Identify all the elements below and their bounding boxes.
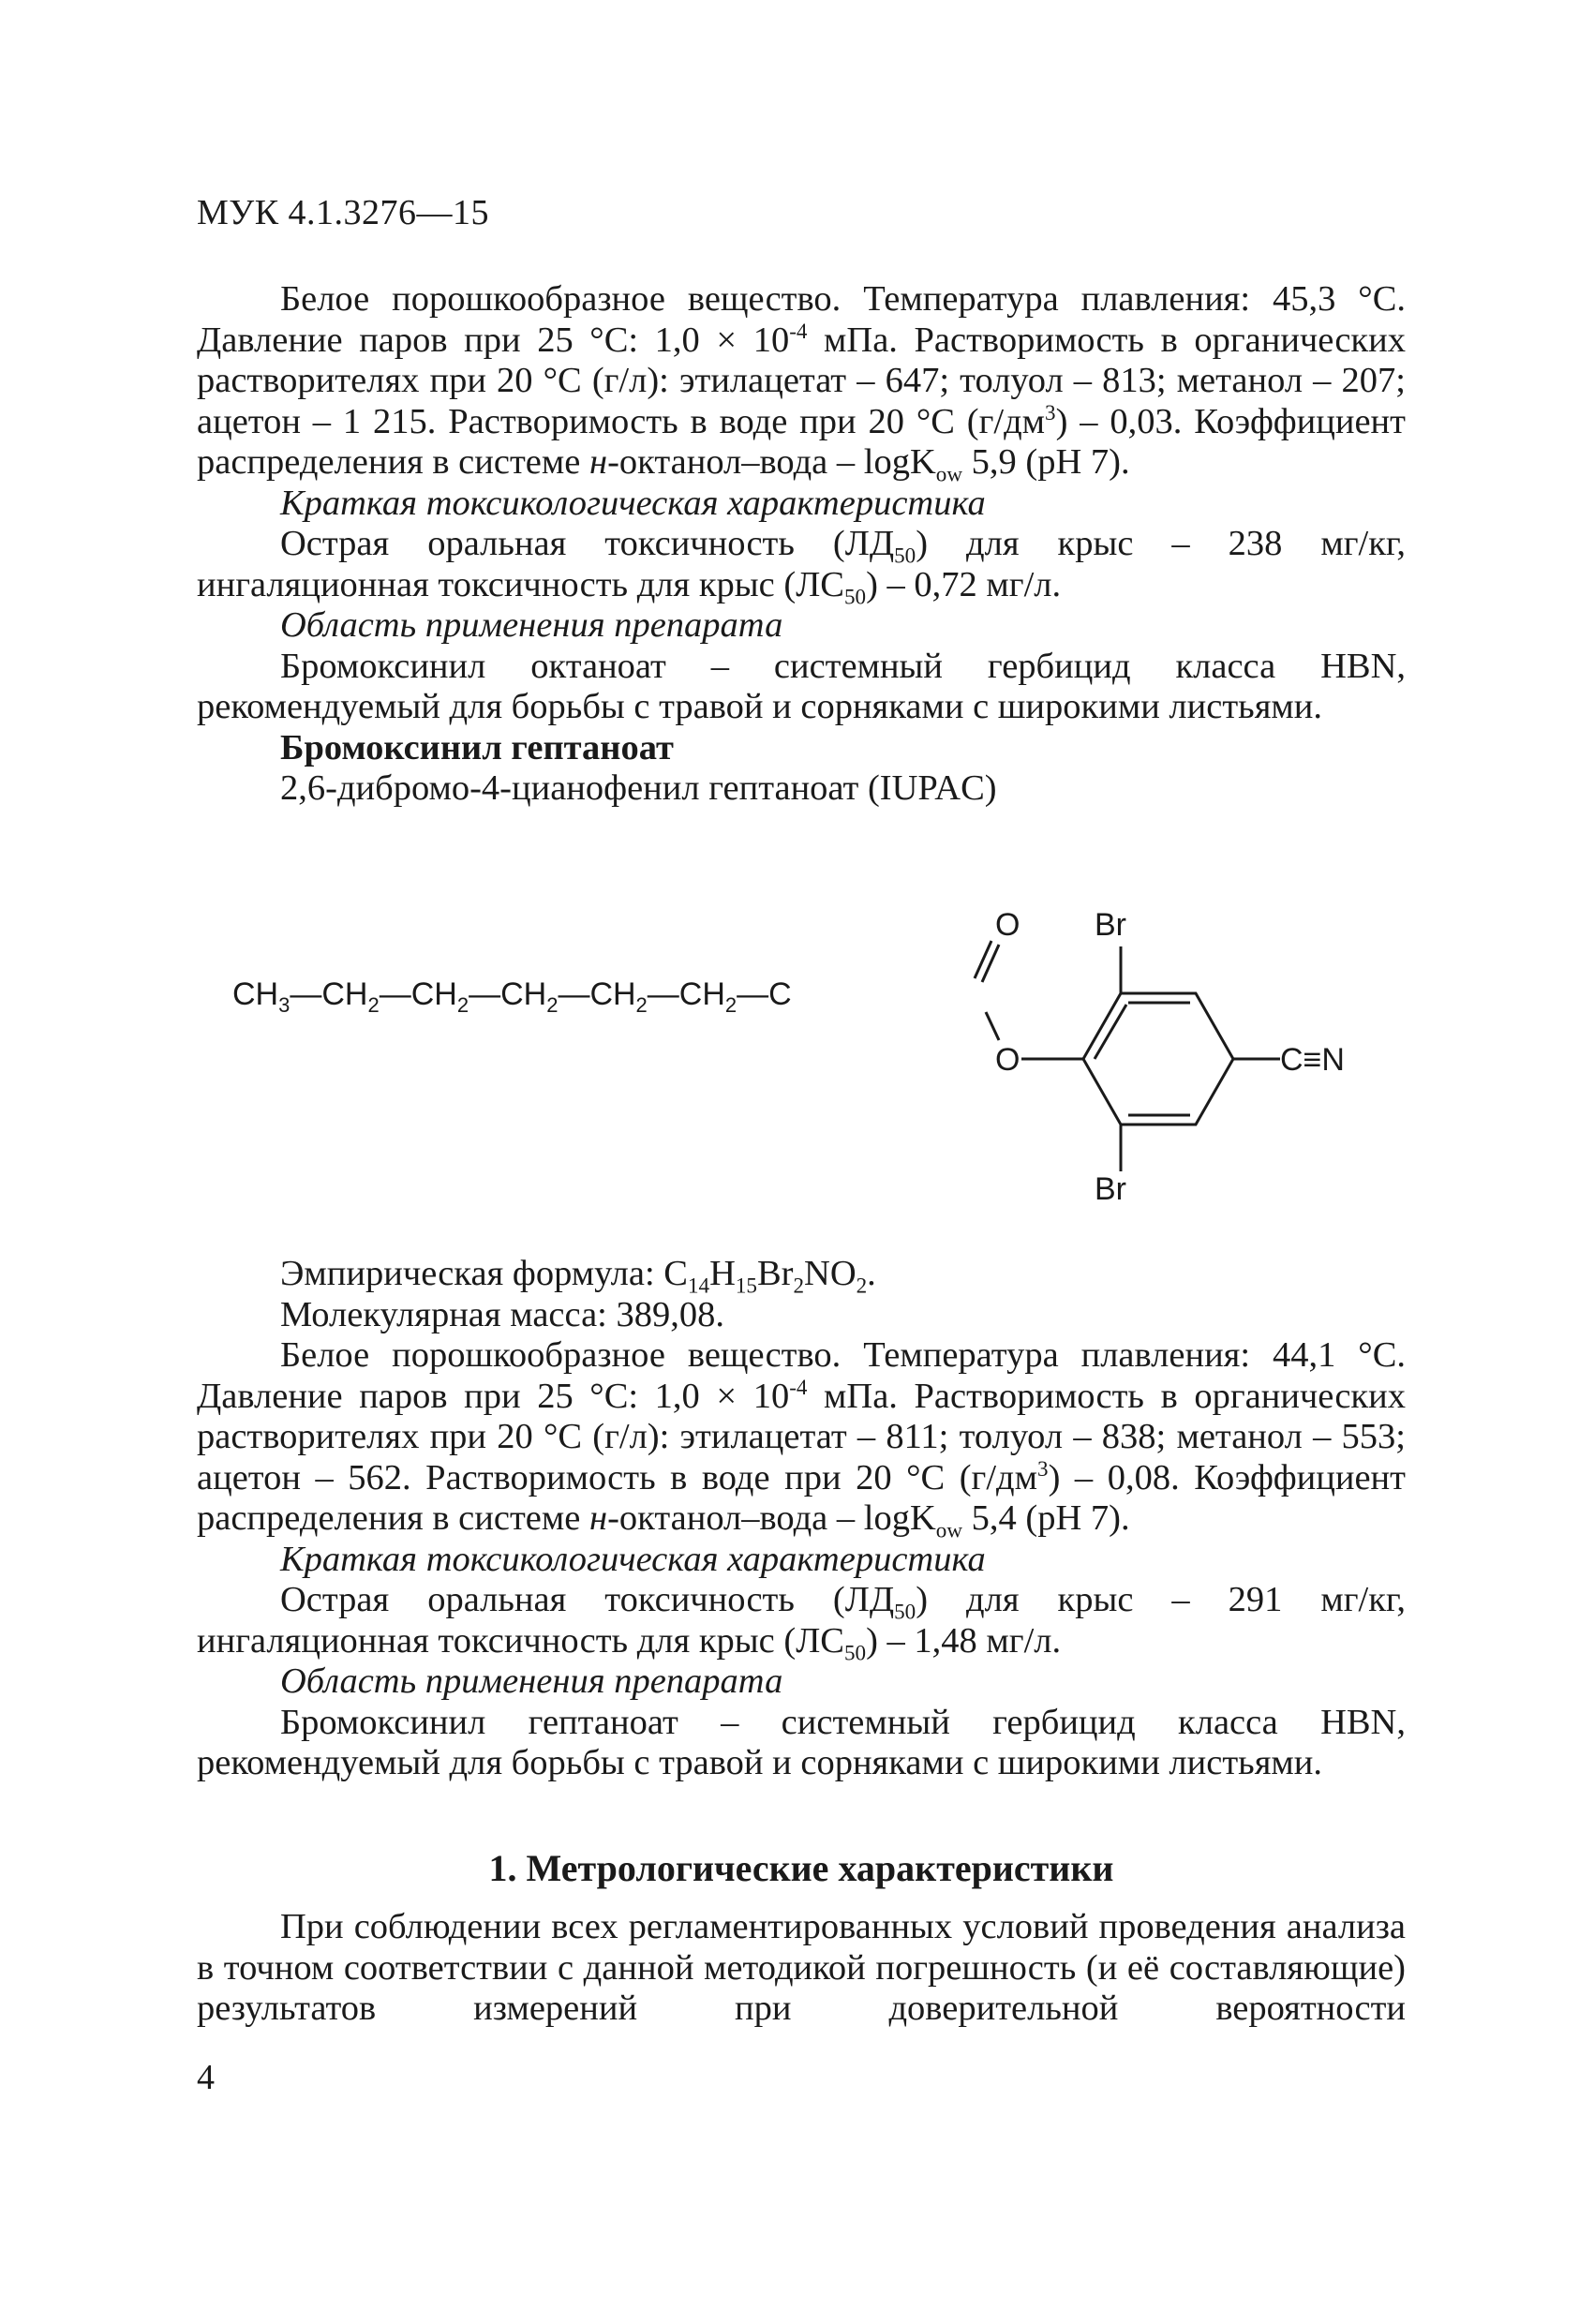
text-run: ) для крыс – 238 мг/кг, ингаляционная токсичность для крыс (ЛС [197, 524, 1406, 604]
superscript: 3 [1045, 399, 1056, 425]
text-run: мПа. Растворимость в органических растворителях при 20 °С (г/л): этилацетат – 647; толуол – 813; метанол – 207; ацетон – 1 215. Растворимость в воде при 20 °С (г/дм [197, 320, 1406, 441]
properties-paragraph-1 [197, 279, 1406, 484]
text-run: 5,9 (pH 7). [962, 442, 1130, 482]
use-heading-2: Область применения препарата [280, 1661, 783, 1701]
text-run: Br [756, 1254, 794, 1293]
subscript: 50 [844, 1640, 867, 1665]
text-run: Острая оральная токсичность (ЛД [280, 524, 895, 563]
carbonyl-oxygen: O [995, 907, 1020, 943]
subscript: 50 [894, 543, 916, 568]
text-run: мПа. Растворимость в органических растворителях при 20 °С (г/л): этилацетат – 811; толуол – 838; метанол – 553; ацетон – 562. Растворимость в воде при 20 °С (г/дм [197, 1376, 1406, 1497]
subscript: 14 [687, 1273, 710, 1298]
text-run: H [709, 1254, 736, 1293]
text-run: 5,4 (pH 7). [962, 1498, 1130, 1538]
tox-heading-2: Краткая токсикологическая характеристика [280, 1539, 986, 1579]
tox-paragraph-1 [197, 524, 1406, 609]
italic-run: н [588, 1498, 608, 1538]
block2 [197, 1254, 1406, 1784]
compound-name: Бромоксинил гептаноат [280, 727, 674, 767]
text-run: Белое порошкообразное вещество. Температура плавления: 45,3 °С. Давление паров при 25 °С: 1,0 × 10 [197, 279, 1406, 360]
text-run: ) – 0,03. Коэффициент распределения в системе [197, 401, 1406, 482]
chain-formula: $CH_3—CH_2—CH_2—CH_2—CH_2—CH_2—C$ [232, 976, 792, 1017]
section1-body [197, 1907, 1406, 2030]
superscript: -4 [789, 1374, 808, 1399]
bromine-top: Br [1095, 907, 1126, 943]
document-header: МУК 4.1.3276—15 [197, 193, 490, 232]
iupac-name: 2,6-дибромо-4-цианофенил гептаноат (IUPAC) [280, 768, 997, 808]
text-run: ) – 0,72 мг/л. [866, 564, 1062, 604]
use-paragraph-2: Бромоксинил гептаноат – системный гербицид класса HBN, рекомендуемый для борьбы с травой и сорняками с широкими листьями. [197, 1702, 1406, 1782]
italic-run: н [588, 442, 608, 482]
section-title: 1. Метрологические характеристики [488, 1847, 1114, 1889]
text-run: NO [804, 1254, 857, 1293]
block1 [197, 279, 1406, 810]
bromine-bottom: Br [1095, 1171, 1126, 1199]
superscript: 3 [1037, 1455, 1049, 1481]
page-number: 4 [197, 2058, 215, 2097]
carbonyl-bond-2 [975, 941, 991, 978]
empirical-formula [280, 1254, 1406, 1298]
text-run: Острая оральная токсичность (ЛД [280, 1580, 895, 1619]
molecular-mass: Молекулярная масса: 389,08. [280, 1294, 724, 1334]
benzene-ring [1083, 993, 1233, 1125]
ester-bond [986, 1012, 999, 1040]
subscript: ow [935, 1517, 962, 1542]
superscript: -4 [789, 318, 808, 343]
nitrile-group: C≡N [1280, 1042, 1345, 1078]
text-run: ) для крыс – 291 мг/кг, ингаляционная токсичность для крыс (ЛС [197, 1580, 1406, 1661]
text-run: Белое порошкообразное вещество. Температура плавления: 44,1 °С. Давление паров при 25 °С: 1,0 × 10 [197, 1335, 1406, 1416]
subscript: 2 [856, 1273, 868, 1298]
tox-paragraph-2 [197, 1580, 1406, 1665]
use-heading-1: Область применения препарата [280, 605, 783, 645]
structural-formula [225, 890, 1443, 1199]
text-run: -октанол–вода – logK [607, 1498, 936, 1538]
subscript: 2 [793, 1273, 805, 1298]
subscript: ow [935, 461, 962, 486]
text-run: ) – 0,08. Коэффициент распределения в системе [197, 1457, 1406, 1538]
text-run: Эмпирическая формула: C [280, 1254, 688, 1293]
use-paragraph-1: Бромоксинил октаноат – системный гербицид класса HBN, рекомендуемый для борьбы с травой и сорняками с широкими листьями. [197, 646, 1406, 726]
text-run: -октанол–вода – logK [607, 442, 936, 482]
text-run: . [867, 1254, 876, 1293]
properties-paragraph-2 [197, 1335, 1406, 1540]
carbonyl-bond-1 [982, 945, 999, 982]
subscript: 15 [735, 1273, 757, 1298]
subscript: 50 [844, 584, 867, 609]
subscript: 50 [894, 1599, 916, 1624]
section1-paragraph: При соблюдении всех регламентированных условий проведения анализа в точном соответствии с данной методикой погрешность (и её составляющие) результатов измерений при доверительной вероятности [197, 1907, 1406, 2028]
tox-heading-1: Краткая токсикологическая характеристика [280, 483, 986, 523]
ester-oxygen: O [995, 1042, 1020, 1078]
text-run: ) – 1,48 мг/л. [866, 1620, 1062, 1661]
